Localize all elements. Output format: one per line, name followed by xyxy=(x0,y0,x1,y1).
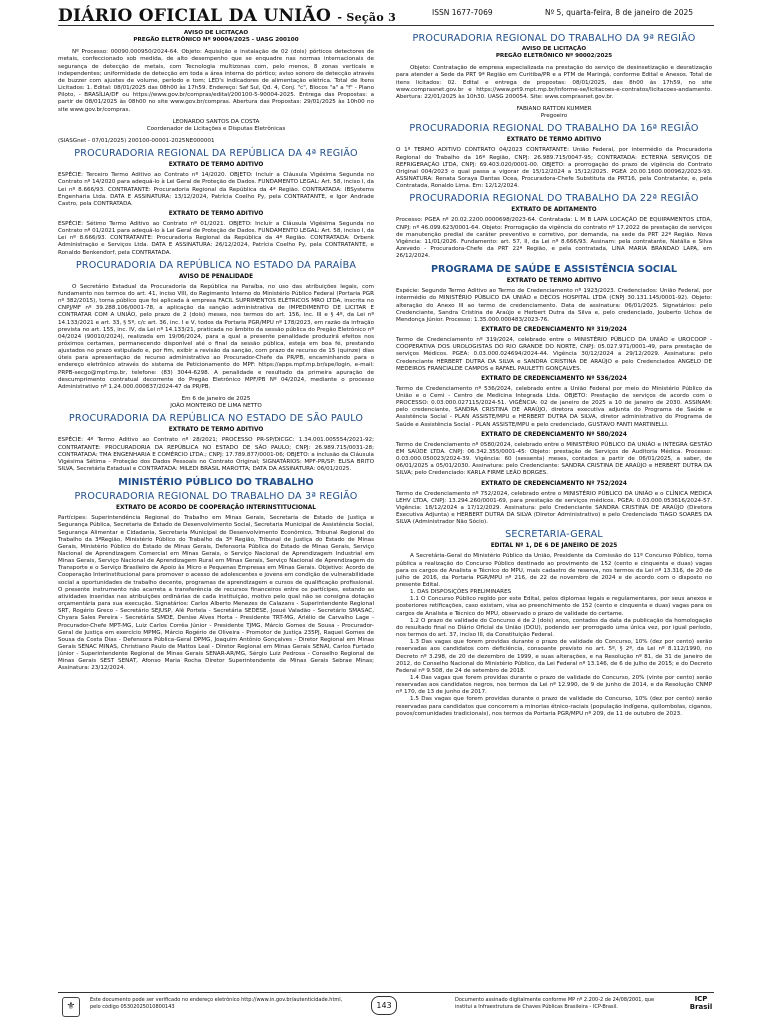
signer-name: LEONARDO SANTOS DA COSTA xyxy=(172,118,260,125)
extract-heading: EXTRATO DE TERMO ADITIVO xyxy=(506,137,602,144)
extract-body: Partícipes: Superintendência Regional do Trabalho em Minas Gerais, Secretaria de Estado de Justiça e Segurança Pública, Secretaria de Estado de Desenvolvimento Social, Secretaria Municipal de Assistência Social, Segurança Alimentar e Cidadania, Secretaria Municipal de Desenvolvimento Econômico, Tribunal Regional do Trabalho da 3ªRegião, Ministério Público do Trabalho da 3ª Região, Tribunal de Justiça do Estado de Minas Gerais, Ministério Público do Estado de Minas Gerais, Defensoria Pública do Estado de Minas Gerais, Serviço Nacional de Aprendizagem Comercial em Minas Gerais, o Serviço Nacional de Aprendizagem Industrial em Minas Gerais, Serviço Nacional de Aprendizagem Rural em Minas Gerais, Serviço Nacional de Aprendizagem do Transporte e o Serviço Brasileiro de Apoio às Micro e Pequenas Empresas em Minas Gerais. Objetivo: Acordo de Cooperação Interinstitucional para promover o acesso de adolescentes e jovens em condição de vulnerabilidade social a oportunidades de trabalho decente, programas de aprendizagem e cursos de qualificação profissional. O presente instrumento não acarreta a transferência de recursos financeiros entre os partícipes, estando as atividades inseridas nas atribuições ordinárias de cada instituição, motivo pelo qual não se consigna dotação orçamentária para sua execução. Signatários: Carlos Alberto Menezes de Calazans - Superintendente Regional SRT, Rogério Greco - Secretário SEJUSP, Alê Portela - Secretária SEDESE, Josué Valadão - Secretário SMASAC, Chyara Sales Pereira - Secretária SMDE, Denise Alves Horta - Presidente TRT-MG, Arlélio de Carvalho Lage - Procurador-Chefe MPT-MG, Luiz Carlos Corrêa Júnior - Presidente TJMG, Márcio Gomes de Sousa - Procurador-Geral de Justiça em exercício MPMG, Márcio Rogério de Oliveira - Promotor de Justiça 235PJ, Raquel Gomes de Sousa da Costa Dias - Defensora Pública-Geral DPMG, Joaquim Antônio Gonçalves - Diretor Regional em Minas Gerais SENAC MINAS, Christiano Paulo de Mattos Leal - Diretor Regional em Minas Gerais SENAI, Carlos Furtado Júnior - Superintendente Regional de Minas Gerais SENAR-AR/MG, Sérgio Luiz Pedrosa - Conselho Regional de Minas Gerais SEST SENAT, Afonso Maria Rocha Diretor Superintendente de Minas Gerais Sebrae Minas; Assinatura: 23/12/2024. xyxy=(58,515,374,672)
edital-paragraph: 1.3 Das vagas que forem providas durante o prazo de validade do Concurso, 10% (dez por cento) serão reservadas aos candidatos com deficiência, consoante previsto no art. 5º, § 2º, da Lei nº 8.112/1990, no Decreto nº 3.298, de 20 de dezembro de 1999, e suas alterações, e na Resolução nº 81, de 31 de janeiro de 2012, do Conselho Nacional do Ministério Público, da Lei Federal nº 13.146, de 6 de julho de 2015; e do Decreto Federal nº 9.508, de 24 de setembro de 2018. xyxy=(396,639,712,674)
section-heading: PROCURADORIA DA REPÚBLICA NO ESTADO DE SÃO PAULO xyxy=(68,413,364,425)
header-divider xyxy=(58,25,714,26)
edital-paragraph: 1.2 O prazo de validade do Concurso é de 2 (dois) anos, contados da data da publicação da homologação do resultado final no Diário Oficial da União (DOU), podendo ser prorrogado uma única vez, por igual período, nos termos do art. 37, inciso III, da Constituição Federal. xyxy=(396,617,712,639)
extract-body: ESPÉCIE: Terceiro Termo Aditivo ao Contrato nº 14/2020. OBJETO: Incluir a Cláusula Vigésima Segunda no Contrato nº 14/2020 para adequá-lo à Lei Geral de Proteção de Dados. FUNDAMENTO LEGAL: Art. 58, inciso I, da Lei nº 8.666/93. CONTRATANTE: Procuradoria Regional da República da 4ª Região. CONTRATADA: IBSystems Engenharia Ltda. DATA E ASSINATURA: 13/12/2024, Patrícia Coelho Py, pela CONTRATANTE, e Igor Andrade Castro, pela CONTRATADA. xyxy=(58,172,374,207)
edital-paragraph: 1.5 Das vagas que forem providas durante o prazo de validade do Concurso, 10% (dez por cento) serão reservadas para candidatos que concorrem a minorias étnico-raciais (população indígena, quilombolas, ciganos, povos/comunidades tradicionais), nos termos da Portaria PGR/MPU nº 209, de 11 de outubro de 2023. xyxy=(396,696,712,717)
issn: ISSN 1677-7069 xyxy=(432,8,493,17)
edital-paragraph: 1.4 Das vagas que forem providas durante o prazo de validade do Concurso, 20% (vinte por cento) serão reservadas aos candidatos negros, nos termos da Lei nº 12.990, de 9 de junho de 2014, e da Resolução CNMP nº 170, de 13 de junho de 2017. xyxy=(396,675,712,696)
notice-subtitle: PREGÃO ELETRÔNICO Nº 90002/2025 xyxy=(495,53,613,60)
extract-body: Processo: PGEA nº 20.02.2200.0000698/2023-64. Contratada: L M B LAPA LOCAÇÃO DE EQUIPAMENTOS LTDA, CNPJ: nº 46.099.623/0001-64. Objeto: Prorrogação da vigência do contrato nº 17.2022 de prestação de serviços de manutenção predial de caráter preventivo e corretivo, por demanda, na sede da PRT 22ª Região. Nova Vigência: 11/01/2026. Fundamento: art. 57, II, da Lei nº 8.666/93. Assinam: pela contratante, Natália e Silva Azevedo - Procuradora-Chefe da PRT 22ª Região, e pela contratada, LINA MARIA BRANDAO LAPA, em 26/12/2024. xyxy=(396,217,712,260)
extract-heading: EXTRATO DE TERMO ADITIVO xyxy=(506,278,602,285)
notice-subtitle: PREGÃO ELETRÔNICO Nº 90004/2025 - UASG 200100 xyxy=(133,37,299,44)
extract-body: Termo de Credenciamento nº 536/2024, celebrado entre a União Federal por meio do Ministério Público da União e o Cemi - Centro de Medicina Integrada Ltda. OBJETO: Prestação de serviços de acordo com o PROCESSO: 0.03.000.027115/2024-51. VIGÊNCIA: 02 de janeiro de 2025 a 10 de janeiro de 2030. ASSINAM: pelo credenciante, SANDRA CRISTINA DE ARAÚJO, diretora executiva adjunta do Programa de Saúde e Assistência Social - PLAN ASSISTE/MPU e HERBERT DUTRA DA SILVA, diretor administrativo do Programa de Saúde e Assistência Social - PLAN ASSISTE/MPU e pelo credenciado, GUSTAVO FANTI MARTINELLI. xyxy=(396,385,712,428)
section-heading: PROGRAMA DE SAÚDE E ASSISTÊNCIA SOCIAL xyxy=(430,264,678,276)
right-column xyxy=(396,30,712,990)
section-heading: PROCURADORIA REGIONAL DO TRABALHO DA 9ª REGIÃO xyxy=(412,33,696,44)
extract-heading: EXTRATO DE TERMO ADITIVO xyxy=(168,427,264,434)
date-line: Em 6 de janeiro de 2025 xyxy=(181,396,251,403)
signer-name: FABIANO RATTON KUMMER xyxy=(516,106,592,113)
notice-body: Nº Processo: 00090.000950/2024-64. Objeto: Aquisição e instalação de 02 (dois) pórticos detectores de metais, confeccionado sob medida, de alto desempenho que se enquadre nas normas internacionais de segurança de detecção de metais, com Tecnologia multizonas com, pelo menos, 8 zonas verticais e independentes; uniformidade de detecção em toda a área interna do pórtico; aviso sonoro de detecção através de buzzer com ajustes de volume, período e tom; LED's indicadores de alimentação elétrica. Total de Itens Licitados: 1. Edital: 08/01/2025 das 08h00 às 17h59. Endereço: Saf Sul, Qd. 4, Conj. "c", Blocos "a" a "f" - Plano Piloto, - BRASÍLIA/DF ou https://www.gov.br/compras/edital/200100-5-90004-2025. Entrega das Propostas: a partir de 08/01/2025 às 08h00 no site www.gov.br/compras. Abertura das Propostas: 29/01/2025 às 10h00 no site www.gov.br/compras. xyxy=(58,49,374,113)
extract-body: Termo de Credenciamento nº 752/2024, celebrado entre o MINISTÉRIO PÚBLICO DA UNIÃO e o CLÍNICA MEDICA LEHV LTDA, CNPJ: 13.294.260/0001-69, para prestação de serviços médicos. PGEA: 0.03.000.053616/2024-57. Vigência: 18/12/2024 a 17/12/2029. Assinatura: pelo Credenciante SANDRA CRISTINA DE ARAÚJO (Diretora Executiva Adjunta) e HERBERT DUTRA DA SILVA (Diretor Administrativo) e pelo Credenciado TIAGO SOARES DA SILVA (Administrador Não Sócio). xyxy=(396,490,712,526)
newspaper-title xyxy=(58,6,396,26)
notice-heading: AVISO DE PENALIDADE xyxy=(178,273,254,280)
edital-paragraph: 1. DAS DISPOSIÇÕES PRELIMINARES xyxy=(410,589,512,596)
extract-body: Termo de Credenciamento nº 319/2024, celebrado entre o MINISTÉRIO PÚBLICO DA UNIÃO e UROCOOP - COOPERATIVA DOS UROLOGISTAS DO RIO GRANDE DO NORTE, CNPJ: 05.027.971/0001-49, para prestação de serviços Médicos. PGEA: 0.03.000.024694/2024-44. Vigência 30/12/2024 a 29/12/2029. Assinatura: pelo Credenciante HERBERT DUTRA DA SILVA e SANDRA CRISTINA DE ARAÚJO e pelo Credenciados ANGELO DE MEDEIROS FRANCIALDE CAMPOS e RAFAEL PAULETTI GONÇALVES. xyxy=(396,337,712,372)
extract-heading: EXTRATO DE CREDENCIAMENTO Nº 580/2024 xyxy=(481,431,627,438)
extract-heading: EXTRATO DE CREDENCIAMENTO Nº 536/2024 xyxy=(481,375,627,382)
signer-role: Coordenador de Licitações e Disputas Eletrônicas xyxy=(146,125,286,132)
edital-paragraph: 1.1 O Concurso Público regido por este Edital, pelos diplomas legais e regulamentares, por seus anexos e posteriores retificações, caso existam, visa ao preenchimento de 152 (cento e cinquenta e duas) vagas para os cargos de Analista e Técnico do MPU, observado o prazo de validade do certame. xyxy=(396,596,712,617)
edital-heading: EDITAL Nº 1, DE 6 DE JANEIRO DE 2025 xyxy=(490,543,618,550)
title-text: DIÁRIO OFICIAL DA UNIÃO xyxy=(58,6,332,26)
section-heading: PROCURADORIA REGIONAL DO TRABALHO DA 22ª REGIÃO xyxy=(409,193,699,205)
siasg-ref: (SIASGnet - 07/01/2025) 200100-00001-2025NE000001 xyxy=(58,138,215,145)
extract-heading: EXTRATO DE CREDENCIAMENTO Nº 752/2024 xyxy=(481,480,627,487)
extract-heading: EXTRATO DE ADITAMENTO xyxy=(511,207,597,214)
extract-heading: EXTRATO DE CREDENCIAMENTO Nº 319/2024 xyxy=(481,327,627,334)
notice-body: Objeto: Contratação de empresa especializada na prestação do serviço de desinsetização e desratização para atender a Sede da PRT 9ª Região em Curitiba/PR e a PTM de Maringá, conforme Edital e Anexos. Total de itens licitados: 02. Edital e entrega de propostas: 08/01/2025, das 8h00 às 17h59, no site www.comprasnet.gov.br e https://www.prt9.mpt.mp.br/informe-se/licitacoes-e-contratos/licitacoes-andamento. Abertura: 22/01/2025 às 10h30. UASG 200054. Site: www.comprasnet.gov.br. xyxy=(396,65,712,100)
extract-body: O 1º TERMO ADITIVO CONTRATO 04/2023 CONTRATANTE: União Federal, por intermédio da Procuradoria Regional do Trabalho da 16ª Região, CNPJ: 26.989.715/0047-95; CONTRATADA: ECTERNA SERVIÇOS DE REFRIGERAÇÃO LTDA, CNPJ: 69.403.020/0001-00. OBJETO: a prorrogação do prazo de vigência do Contrato Original 004/2023 o qual passa a vigorar de 15/12/2024 a 15/12/2025. PGEA 20.00.1600.000962/2023-93. ASSINATURA: Renata Soraya Dantas Ocea, Procuradora-Chefe Substituta da PRT16, pela Contratante, e, pela Contratada, Ronaldo Lima. Em: 12/12/2024. xyxy=(396,147,712,190)
extract-body: Termo de Credenciamento nº 0580/2024, celebrado entre o MINISTÉRIO PÚBLICO DA UNIÃO e INTEGRA GESTÃO EM SAÚDE LTDA. CNPJ: 06.342.355/0001-45: Objeto: prestação de Serviços de Auditoria Médica. Processo: 0.03.000.050023/2024-39. Vigência: 60 (sessenta) meses, contados a partir de 06/01/2025, a saber, de 06/01/2025 a 05/01/2030. Assinatura: pelo Credenciante: SANDRA CRISTINA DE ARAÚJO e HERBERT DUTRA DA SILVA; pelo Credenciado: KARLA FIRME LEÃO BORGES. xyxy=(396,441,712,477)
notice-title: AVISO DE LICITAÇÃO xyxy=(183,30,249,36)
ministry-heading: MINISTÉRIO PÚBLICO DO TRABALHO xyxy=(118,477,314,489)
verification-note: Este documento pode ser verificado no endereço eletrônico http://www.in.gov.br/autenticidade.html, pelo código 05302025010800143 xyxy=(90,997,343,1010)
extract-body: Espécie: Segundo Termo Aditivo ao Termo de Credenciamento nº 1923/2023. Credenciados: União Federal, por intermédio do MINISTÉRIO PÚBLICO DA UNIÃO e DECOS HOSPITAL LTDA (CNPJ 30.131.145/0001-92). Objeto: alteração do Anexo III ao termo de credenciamento. Data de assinatura: 06/01/2025. Signatários: pelo Credenciante, Sandra Cristina de Araújo e Herbert Dutra da Silva e, pelo credenciado, Jouberto Uchoa de Mendonça Júnior. Processo: 1.35.000.000483/2023-76. xyxy=(396,288,712,323)
notice-body: O Secretário Estadual da Procuradoria da República na Paraíba, no uso das atribuições legais, com fundamento nos termos do art. 41, inciso VIII, do Regimento Interno do Ministério Público Federal (Portaria PGR nº 382/2015), torna público que foi aplicada à empresa FACIL SUPRIMENTOS ELÉTRICOS MRO LTDA, inscrita no CNPJ/MF nº 39.288.106/0001-78, a aplicação da sanção administrativa de IMPEDIMENTO DE LICITAR E CONTRATAR COM A UNIÃO, pelo prazo de 2 (dois) meses, nos termos do art. 156, inc. III e § 4º, da Lei nº 14.133/2021 e art. 33, § 5º, c/c art. 36, inc. I e V, todos da Portaria PGR/MPU nº 178/2023, em razão da infração prevista no art. 155, inc. IV, da Lei nº 14.133/21, praticada no âmbito da sessão pública do Pregão Eletrônico nº 04/2024 (90010/2024), realizada em 19/06/2024, para a qual a presente penalidade produzirá efeitos nos próximos certames, permanecendo disponível até o final da sessão pública, esteja em boa fé, prestando ajustados no prazo estipulado e, por fim, exibir a revisão da sanção, com prazo de recurso de 15 (quinze) dias úteis para apresentação de recurso administrativo ao Procurador-Chefe da PR/PB, encaminhando para o endereço eletrônico através do sistema de Peticionamento do MPF: https://apps.mpf.mp.br/spe/login, e-mail: PRPB-secgo@mpf.mp.br, telefone: (83) 3044-6298. A penalidade e resultado da primeira apuração de descumprimento contratual decorrente do Pregão Eletrônico MPF/PB Nº 04/2024, mediante o processo Administrativo nº 1.24.000.000837/2024-47 da PR/PB. xyxy=(58,283,374,390)
left-column xyxy=(58,30,374,990)
section-heading: PROCURADORIA REGIONAL DA REPÚBLICA DA 4ª REGIÃO xyxy=(74,148,358,160)
section-heading: PROCURADORIA DA REPÚBLICA NO ESTADO DA PARAÍBA xyxy=(75,259,357,271)
page-number: 143 xyxy=(371,996,397,1015)
section-heading: PROCURADORIA REGIONAL DO TRABALHO DA 3ª REGIÃO xyxy=(74,491,358,503)
extract-heading: EXTRATO DE ACORDO DE COOPERAÇÃO INTERINSTITUCIONAL xyxy=(116,505,316,512)
coat-of-arms-icon: ⚜ xyxy=(62,997,80,1017)
extract-heading: EXTRATO DE TERMO ADITIVO xyxy=(168,162,264,169)
signature-note: Documento assinado digitalmente conforme MP nº 2.200-2 de 24/08/2001, que institui a Infraestrutura de Chaves Públicas Brasileira - ICP-Brasil. xyxy=(455,997,655,1010)
section-heading: PROCURADORIA REGIONAL DO TRABALHO DA 16ª REGIÃO xyxy=(409,123,699,135)
icp-brasil-logo: ICP Brasil xyxy=(689,995,713,1011)
page-footer xyxy=(0,990,768,1024)
section-label: - Seção 3 xyxy=(337,11,397,24)
extract-heading: EXTRATO DE TERMO ADITIVO xyxy=(168,210,264,217)
signer-role: Pregoeiro xyxy=(540,113,568,120)
issue-date: Nº 5, quarta-feira, 8 de janeiro de 2025 xyxy=(545,8,694,17)
section-heading: SECRETARIA-GERAL xyxy=(505,529,603,541)
extract-body: ESPÉCIE: Sétimo Termo Aditivo ao Contrato nº 01/2021. OBJETO: Incluir a Cláusula Vigésima Segunda no Contrato nº 01/2021 para adequá-lo à Lei Geral de Proteção de Dados. FUNDAMENTO LEGAL: Art. 58, inciso I, da Lei nº 8.666/93. CONTRATANTE: Procuradoria Regional da República da 4ª Região. CONTRATADA: Orbenk Administração e Serviços Ltda. DATA E ASSINATURA: 26/12/2024, Patrícia Coelho Py, pela CONTRATANTE, e Ronaldo Benkendorf, pela CONTRATADA. xyxy=(58,220,374,256)
footer-divider xyxy=(58,992,714,993)
signer-name: JOÃO MONTEIRO DE LIMA NETTO xyxy=(170,403,262,410)
extract-body: ESPÉCIE: 4º Termo Aditivo ao Contrato nº 28/2021; PROCESSO PR-SP/DICGC: 1.34.001.005554/2021-92; CONTRATANTE: PROCURADORIA DA REPÚBLICA NO ESTADO DE SÃO PAULO; CNPJ: 26.989.715/0031-28; CONTRATADA: TMA ENGENHARIA E COMÉRCIO LTDA.; CNPJ: 17.789.877/0001-06; OBJETO: a inclusão da Cláusula Vigésima Sétima - Proteção dos Dados Pessoais no Contrato Original; SIGNATÁRIOS: MPF-PR/SP: ELISA BRITO SILVA, Secretária Estadual e CONTRATADA: MILEDI BRASIL MAROTTA; DATA DA ASSINATURA: 06/01/2025. xyxy=(58,437,374,473)
notice-title: AVISO DE LICITAÇÃO xyxy=(521,46,587,52)
edital-paragraph: A Secretária-Geral do Ministério Público da União, Presidente da Comissão do 11º Concurso Público, torna pública a realização do Concurso Público destinado ao provimento de 152 (cento e cinquenta e duas) vagas para os cargos de Analista e Técnico do MPU, mais cadastro de reserva, nos termos da Lei nº 13.316, de 20 de julho de 2016, da Portaria PGR/MPU nº 216, de 22 de novembro de 2024 e de acordo com o disposto no presente Edital. xyxy=(396,553,712,588)
